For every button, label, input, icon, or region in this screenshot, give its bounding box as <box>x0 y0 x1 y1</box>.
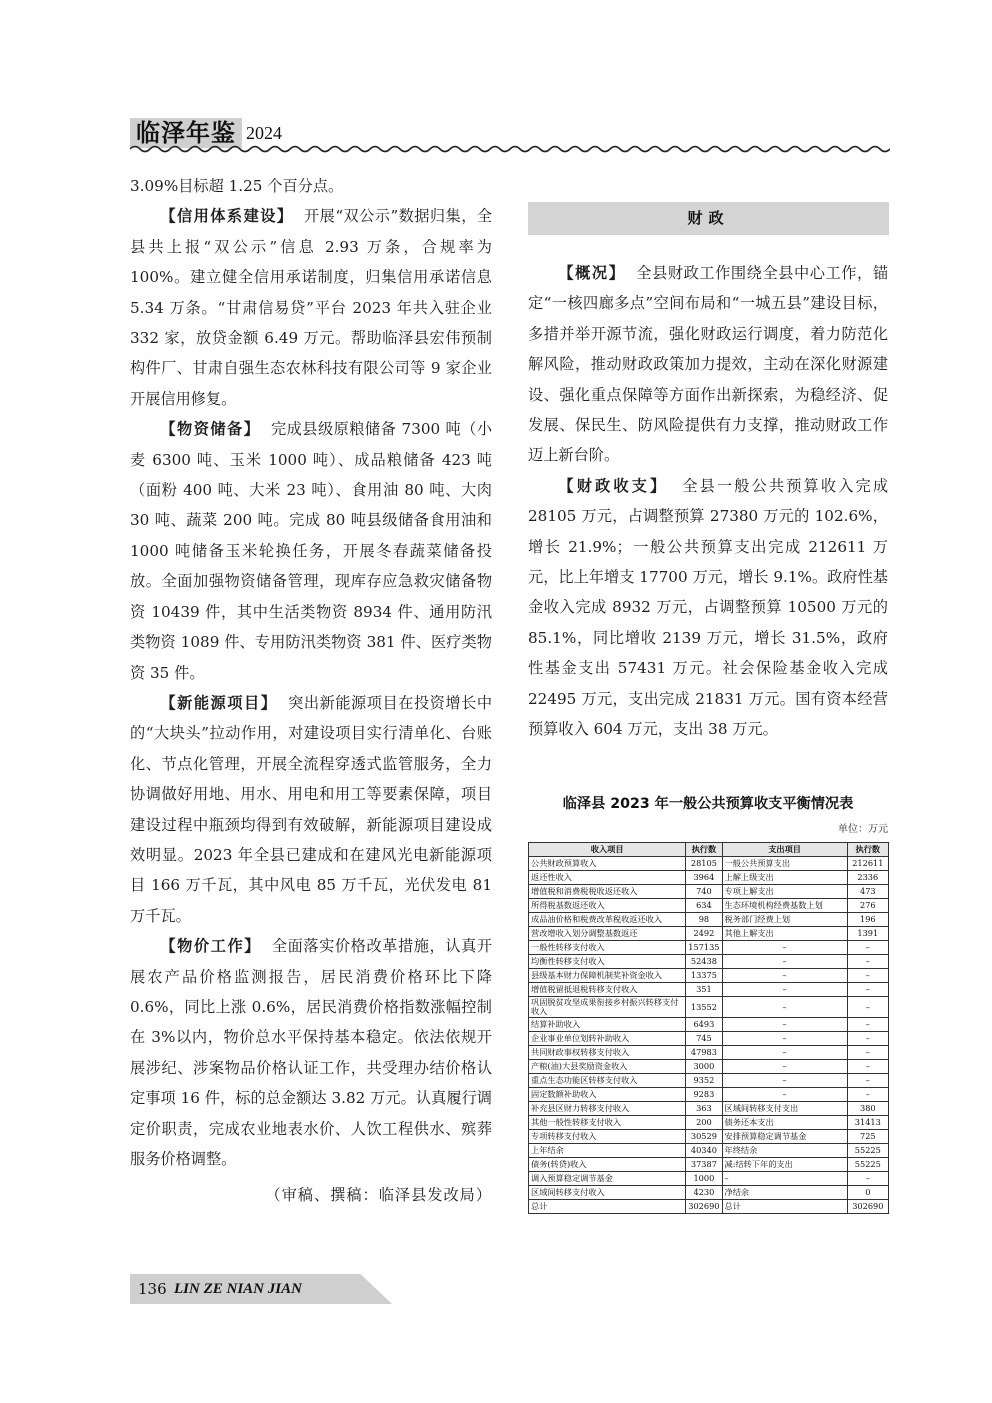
table-row <box>529 1032 889 1046</box>
revenue-amount: 4230 <box>686 1186 722 1200</box>
expenditure-amount: 55225 <box>847 1158 888 1172</box>
expenditure-amount: – <box>847 955 888 969</box>
revenue-item: 区域间转移支付收入 <box>529 1186 686 1200</box>
revenue-amount: 740 <box>686 885 722 899</box>
revenue-item: 增值税和消费税税收返还收入 <box>529 885 686 899</box>
budget-balance-table <box>528 842 889 1214</box>
revenue-amount: 200 <box>686 1116 722 1130</box>
table-row <box>529 927 889 941</box>
table-row <box>529 1186 889 1200</box>
table-row <box>529 1116 889 1130</box>
table-row <box>529 1074 889 1088</box>
header-revenue-item: 收入项目 <box>529 843 686 857</box>
running-header <box>130 118 890 152</box>
revenue-item: 返还性收入 <box>529 871 686 885</box>
revenue-item: 所得税基数返还收入 <box>529 899 686 913</box>
table-unit: 单位：万元 <box>838 824 888 835</box>
revenue-amount: 52438 <box>686 955 722 969</box>
table-row <box>529 1088 889 1102</box>
table-row <box>529 899 889 913</box>
expenditure-item: – <box>722 1018 847 1032</box>
expenditure-item: 上解上级支出 <box>722 871 847 885</box>
table-row <box>529 1046 889 1060</box>
expenditure-amount: – <box>847 1088 888 1102</box>
revenue-amount: 28105 <box>686 857 722 871</box>
revenue-item: 增值税留抵退税转移支付收入 <box>529 983 686 997</box>
revenue-amount: 745 <box>686 1032 722 1046</box>
expenditure-item: – <box>722 1032 847 1046</box>
expenditure-item: 减:结转下年的支出 <box>722 1158 847 1172</box>
table-total-row <box>529 1200 889 1214</box>
expenditure-item: – <box>722 955 847 969</box>
revenue-amount: 9283 <box>686 1088 722 1102</box>
expenditure-total-amount: 302690 <box>847 1200 888 1214</box>
heading-overview: 【概况】 <box>558 264 626 282</box>
revenue-item: 调入预算稳定调节基金 <box>529 1172 686 1186</box>
revenue-amount: 40340 <box>686 1144 722 1158</box>
heading-fiscal-revenue-expenditure: 【财政收支】 <box>558 476 669 495</box>
expenditure-item: – <box>722 941 847 955</box>
expenditure-amount: 212611 <box>847 857 888 871</box>
revenue-amount: 9352 <box>686 1074 722 1088</box>
revenue-item: 一般性转移支付收入 <box>529 941 686 955</box>
expenditure-item: 安排预算稳定调节基金 <box>722 1130 847 1144</box>
header-expenditure-amount: 执行数 <box>847 843 888 857</box>
paragraph-price-work <box>130 931 492 1174</box>
text-fiscal-revenue-expenditure: 全县一般公共预算收入完成 28105 万元，占调整预算 27380 万元的 102.6%，增长 21.9%；一般公共预算支出完成 212611 万元，比上年增支 17700 万元，增长 9.1%。政府性基金收入完成 8932 万元，占调整预算 10500 万元的 85.1%，同比增收 2139 万元，增长 31.5%，政府性基金支出 57431 万元。社会保险基金收入完成 22495 万元，支出完成 21831 万元。国有资本经营预算收入 604 万元，支出 38 万元。 <box>528 476 889 739</box>
table-row <box>529 913 889 927</box>
expenditure-amount: 276 <box>847 899 888 913</box>
paragraph-credit-system <box>130 201 492 414</box>
table-row <box>529 1172 889 1186</box>
expenditure-item: 年终结余 <box>722 1144 847 1158</box>
expenditure-amount: – <box>847 983 888 997</box>
expenditure-amount: – <box>847 997 888 1018</box>
table-row <box>529 885 889 899</box>
revenue-amount: 1000 <box>686 1172 722 1186</box>
expenditure-item: – <box>722 1088 847 1102</box>
text-credit-system: 开展“双公示”数据归集，全县共上报“双公示”信息 2.93 万条，合规率为 100%。建立健全信用承诺制度，归集信用承诺信息 5.34 万条。“甘肃信易贷”平台 2023 年共入驻企业 332 家，放贷金额 6.49 万元。帮助临泽县宏伟预制构件厂、甘肃自强生态农林科技有限公司等 9 家企业开展信用修复。 <box>130 207 493 408</box>
revenue-total-amount: 302690 <box>686 1200 722 1214</box>
right-column <box>528 258 888 745</box>
revenue-total-label: 总计 <box>529 1200 686 1214</box>
table-body <box>529 857 889 1214</box>
expenditure-item: 净结余 <box>722 1186 847 1200</box>
text-new-energy: 突出新能源项目在投资增长中的“大块头”拉动作用，对建设项目实行清单化、台账化、节点化管理，开展全流程穿透式监管服务，全力协调做好用地、用水、用电和用工等要素保障，项目建设过程中瓶颈均得到有效破解，新能源项目建设成效明显。2023 年全县已建成和在建风光电新能源项目 166 万千瓦，其中风电 85 万千瓦，光伏发电 81 万千瓦。 <box>130 693 493 925</box>
expenditure-amount: 0 <box>847 1186 888 1200</box>
expenditure-amount: – <box>847 1074 888 1088</box>
table-row <box>529 983 889 997</box>
revenue-item: 上年结余 <box>529 1144 686 1158</box>
revenue-amount: 37387 <box>686 1158 722 1172</box>
paragraph-fiscal-revenue-expenditure <box>528 471 888 745</box>
revenue-item: 均衡性转移支付收入 <box>529 955 686 969</box>
revenue-amount: 3964 <box>686 871 722 885</box>
revenue-amount: 3000 <box>686 1060 722 1074</box>
expenditure-amount: 2336 <box>847 871 888 885</box>
table-row <box>529 871 889 885</box>
revenue-item: 成品油价格和税费改革税收返还收入 <box>529 913 686 927</box>
heading-material-reserve: 【物资储备】 <box>160 420 261 439</box>
header-revenue-amount: 执行数 <box>686 843 722 857</box>
section-title-finance: 财政 <box>528 202 889 235</box>
table-row <box>529 1158 889 1172</box>
table-header-row <box>529 843 889 857</box>
table-row <box>529 997 889 1018</box>
expenditure-amount: 31413 <box>847 1116 888 1130</box>
header-expenditure-item: 支出项目 <box>722 843 847 857</box>
heading-price-work: 【物价工作】 <box>160 937 262 956</box>
revenue-amount: 13552 <box>686 997 722 1018</box>
table-row <box>529 857 889 871</box>
revenue-amount: 2492 <box>686 927 722 941</box>
left-column <box>130 171 492 1211</box>
table-row <box>529 1144 889 1158</box>
expenditure-amount: 473 <box>847 885 888 899</box>
yearbook-year: 2024 <box>246 123 282 143</box>
revenue-item: 固定数额补助收入 <box>529 1088 686 1102</box>
expenditure-amount: – <box>847 1046 888 1060</box>
expenditure-item: – <box>722 997 847 1018</box>
expenditure-amount: 725 <box>847 1130 888 1144</box>
expenditure-item: – <box>722 983 847 997</box>
revenue-item: 重点生态功能区转移支付收入 <box>529 1074 686 1088</box>
paragraph-continued: 3.09%目标超 1.25 个百分点。 <box>130 177 344 195</box>
revenue-item: 产粮(油)大县奖励资金收入 <box>529 1060 686 1074</box>
revenue-item: 其他一般性转移支付收入 <box>529 1116 686 1130</box>
expenditure-total-label: 总计 <box>722 1200 847 1214</box>
expenditure-item: – <box>722 1046 847 1060</box>
expenditure-item: 一般公共预算支出 <box>722 857 847 871</box>
footer-title: LIN ZE NIAN JIAN <box>174 1281 302 1297</box>
table-row <box>529 955 889 969</box>
table-row <box>529 941 889 955</box>
revenue-item: 专项转移支付收入 <box>529 1130 686 1144</box>
expenditure-item: 债务还本支出 <box>722 1116 847 1130</box>
expenditure-item: 其他上解支出 <box>722 927 847 941</box>
revenue-item: 共同财政事权转移支付收入 <box>529 1046 686 1060</box>
expenditure-item: 区域间转移支付支出 <box>722 1102 847 1116</box>
revenue-item: 营改增收入划分调整基数返还 <box>529 927 686 941</box>
expenditure-amount: 55225 <box>847 1144 888 1158</box>
heading-credit-system: 【信用体系建设】 <box>160 207 294 226</box>
expenditure-item: 专项上解支出 <box>722 885 847 899</box>
revenue-amount: 98 <box>686 913 722 927</box>
author-credit: （审稿、撰稿：临泽县发改局） <box>265 1186 492 1205</box>
revenue-amount: 13375 <box>686 969 722 983</box>
revenue-amount: 30529 <box>686 1130 722 1144</box>
revenue-amount: 6493 <box>686 1018 722 1032</box>
expenditure-item: – <box>722 1074 847 1088</box>
page-number: 136 <box>138 1280 167 1298</box>
revenue-item: 企业事业单位划转补助收入 <box>529 1032 686 1046</box>
expenditure-item: – <box>722 1060 847 1074</box>
expenditure-amount: 196 <box>847 913 888 927</box>
revenue-amount: 634 <box>686 899 722 913</box>
table-row <box>529 1018 889 1032</box>
text-price-work: 全面落实价格改革措施，认真开展农产品价格监测报告，居民消费价格环比下降 0.6%，同比上涨 0.6%，居民消费价格指数涨幅控制在 3%以内，物价总水平保持基本稳定。依法依规开展涉纪、涉案物品价格认证工作，共受理办结价格认定事项 16 件，标的总金额达 3.82 万元。认真履行调定价职责，完成农业地表水价、人饮工程供水、殡葬服务价格调整。 <box>130 937 493 1168</box>
revenue-item: 巩固脱贫攻坚成果衔接乡村振兴转移支付收入 <box>529 997 686 1018</box>
paragraph-overview <box>528 258 888 471</box>
expenditure-amount: – <box>847 941 888 955</box>
expenditure-item: – <box>722 969 847 983</box>
revenue-item: 补充县区财力转移支付收入 <box>529 1102 686 1116</box>
revenue-amount: 363 <box>686 1102 722 1116</box>
paragraph-material-reserve <box>130 414 492 688</box>
revenue-amount: 47983 <box>686 1046 722 1060</box>
table-row <box>529 969 889 983</box>
revenue-item: 结算补助收入 <box>529 1018 686 1032</box>
expenditure-amount: 1391 <box>847 927 888 941</box>
table-row <box>529 1130 889 1144</box>
expenditure-item: – <box>722 1172 847 1186</box>
expenditure-amount: – <box>847 1172 888 1186</box>
expenditure-amount: – <box>847 1018 888 1032</box>
revenue-item: 债务(转贷)收入 <box>529 1158 686 1172</box>
table-title: 临泽县 2023 年一般公共预算收支平衡情况表 <box>562 796 854 812</box>
revenue-amount: 157135 <box>686 941 722 955</box>
expenditure-amount: – <box>847 1060 888 1074</box>
expenditure-item: 生态环境机构经费基数上划 <box>722 899 847 913</box>
revenue-item: 县级基本财力保障机制奖补资金收入 <box>529 969 686 983</box>
expenditure-amount: 380 <box>847 1102 888 1116</box>
text-material-reserve: 完成县级原粮储备 7300 吨（小麦 6300 吨、玉米 1000 吨）、成品粮储备 423 吨（面粉 400 吨、大米 23 吨）、食用油 80 吨、大肉 30 吨、蔬菜 200 吨。完成 80 吨县级储备食用油和 1000 吨储备玉米轮换任务，开展冬春蔬菜储备投放。全面加强物资储备管理，现库存应急救灾储备物资 10439 件，其中生活类物资 8934 件、通用防汛类物资 1089 件、专用防汛类物资 381 件、医疗类物资 35 件。 <box>130 420 493 682</box>
expenditure-amount: – <box>847 1032 888 1046</box>
expenditure-amount: – <box>847 969 888 983</box>
expenditure-item: 税务部门经费上划 <box>722 913 847 927</box>
header-wavy-rule <box>130 144 890 154</box>
text-overview: 全县财政工作围绕全县中心工作，锚定“一核四廊多点”空间布局和“一城五县”建设目标，多措并举开源节流，强化财政运行调度，着力防范化解风险，推动财政政策加力提效，主动在深化财源建设、强化重点保障等方面作出新探索，为稳经济、促发展、保民生、防风险提供有力支撑，推动财政工作迈上新台阶。 <box>528 264 889 465</box>
revenue-item: 公共财政预算收入 <box>529 857 686 871</box>
paragraph-new-energy <box>130 688 492 931</box>
table-row <box>529 1060 889 1074</box>
heading-new-energy: 【新能源项目】 <box>160 693 278 712</box>
revenue-amount: 351 <box>686 983 722 997</box>
table-row <box>529 1102 889 1116</box>
yearbook-brand: 临泽年鉴 <box>130 118 242 148</box>
